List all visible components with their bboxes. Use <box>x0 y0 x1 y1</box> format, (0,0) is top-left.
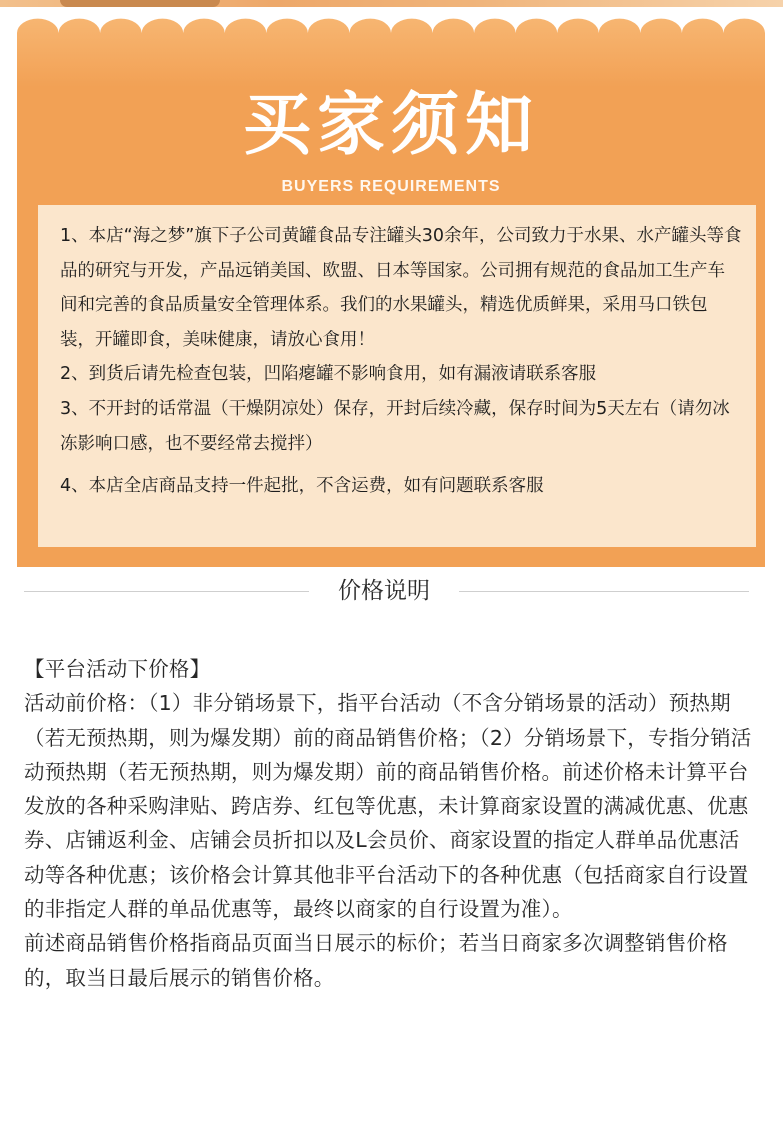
divider-line <box>24 591 309 592</box>
notice-item: 4、本店全店商品支持一件起批，不含运费，如有问题联系客服 <box>60 476 544 497</box>
price-paragraph: 前述商品销售价格指商品页面当日展示的标价；若当日商家多次调整销售价格的，取当日最后展示的销售价格。 <box>24 931 728 990</box>
previous-image-shape <box>60 0 220 7</box>
notice-item: 2、到货后请先检查包装，凹陷瘪罐不影响食用，如有漏液请联系客服 <box>60 364 597 385</box>
price-subheading: 【平台活动下价格】 <box>24 657 211 681</box>
scalloped-header-decoration <box>17 17 765 87</box>
notice-subtitle: BUYERS REQUIREMENTS <box>281 178 501 195</box>
notice-content-box <box>38 205 756 547</box>
price-description <box>24 652 759 995</box>
price-section-title: 价格说明 <box>338 578 430 604</box>
notice-item: 1、本店“海之梦”旗下子公司黄罐食品专注罐头30余年，公司致力于水果、水产罐头等食品的研究与开发，产品远销美国、欧盟、日本等国家。公司拥有规范的食品加工生产车间和完善的食品质量安全管理体系。我们的水果罐头，精选优质鲜果，采用马口铁包装，开罐即食，美味健康，请放心食用！ <box>60 226 742 350</box>
divider-line <box>459 591 749 592</box>
price-section-header <box>0 570 783 612</box>
buyer-notice-card <box>17 17 765 567</box>
notice-item: 3、不开封的话常温（干燥阴凉处）保存，开封后续冷藏，保存时间为5天左右（请勿冰冻影响口感，也不要经常去搅拌） <box>60 398 730 454</box>
notice-title: 买家须知 <box>242 85 539 165</box>
price-paragraph: 活动前价格：（1）非分销场景下，指平台活动（不含分销场景的活动）预热期（若无预热期，则为爆发期）前的商品销售价格；（2）分销场景下，专指分销活动预热期（若无预热期，则为爆发期）前的商品销售价格。前述价格未计算平台发放的各种采购津贴、跨店券、红包等优惠，未计算商家设置的满减优惠、优惠券、店铺返利金、店铺会员折扣以及L会员价、商家设置的指定人群单品优惠活动等各种优惠；该价格会计算其他非平台活动下的各种优惠（包括商家自行设置的非指定人群的单品优惠等，最终以商家的自行设置为准）。 <box>24 691 752 922</box>
previous-image-edge <box>0 0 783 7</box>
